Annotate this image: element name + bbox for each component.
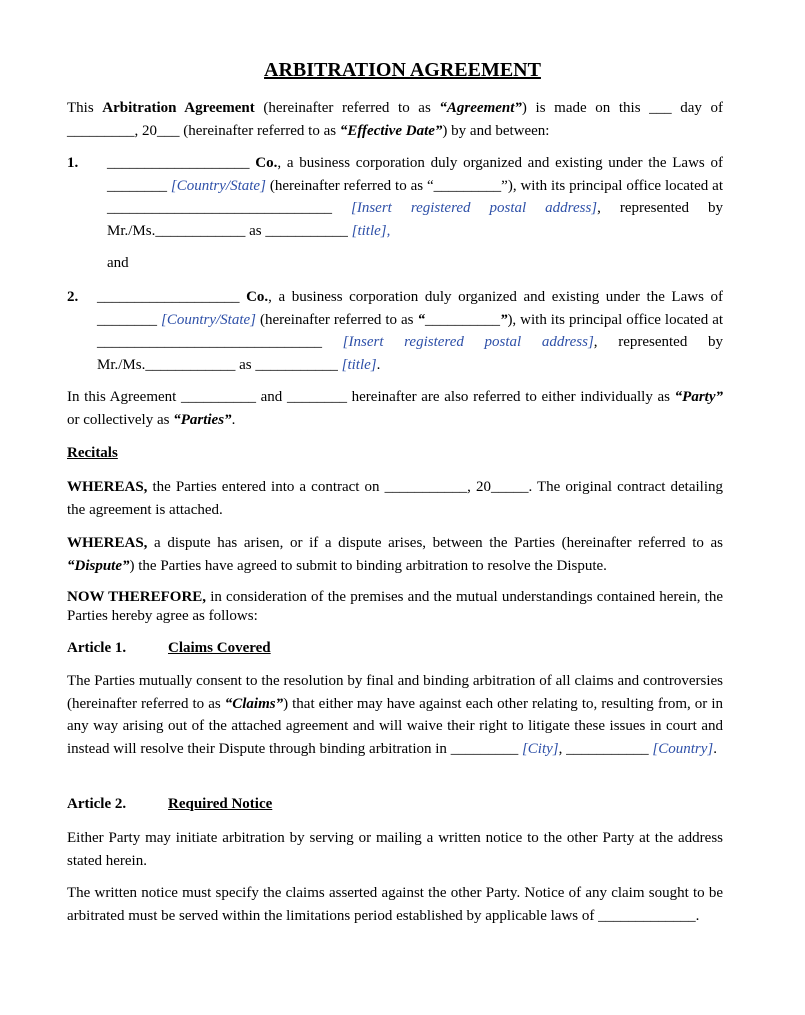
defined-term-agreement: “Agreement” xyxy=(439,100,522,116)
party-2-text: (hereinafter referred to as xyxy=(256,311,418,328)
article-1-title: Claims Covered xyxy=(168,640,271,656)
party-2-text: . xyxy=(376,356,381,373)
defined-term-dispute: “Dispute” xyxy=(67,557,130,574)
parties-text: In this Agreement xyxy=(67,389,181,405)
whereas-1-text: . The original contract detailing the agreement is attached. xyxy=(67,479,723,518)
article-1-text: ) that either may have against each other relating to, resulting from, or in any way arising out of the attached agreement and will waive their right to litigate these issues in court and instead will resolve their Dispute through binding arbitration in xyxy=(67,695,723,757)
party-1-address-blank: ______________________________ xyxy=(107,200,332,216)
party-1-name-blank: ___________________ xyxy=(107,155,250,171)
party-1-text: , a business corporation duly organized and existing under the Laws of xyxy=(277,155,723,171)
parties-definition-paragraph xyxy=(67,386,723,431)
party-1-text: as xyxy=(245,222,266,239)
party-a-blank: __________ xyxy=(180,389,256,405)
article-2-text: The written notice must specify the claims asserted against the other Party. Notice of any claim sought to be arbitrated must be served within the limitations period established by applicable laws of xyxy=(67,885,723,924)
year-blank: ___ xyxy=(157,122,180,139)
recitals-heading: Recitals xyxy=(67,445,118,461)
party-2-country-blank: ________ xyxy=(97,311,157,328)
document-title: ARBITRATION AGREEMENT xyxy=(264,59,541,81)
party-1-clause xyxy=(107,152,723,242)
article-1-text: . xyxy=(713,740,717,757)
whereas-2-paragraph xyxy=(67,532,723,577)
contract-date-blank: ___________ xyxy=(384,479,468,495)
defined-term-parties: “Parties” xyxy=(173,411,232,428)
party-2-clause xyxy=(97,286,723,376)
month-blank: _________ xyxy=(67,122,135,139)
party-2-co: Co. xyxy=(239,289,269,305)
party-2-rep-blank: ____________ xyxy=(145,356,236,373)
party-2-quote-open: “ xyxy=(417,311,425,328)
party-1-text: , represented by Mr./Ms. xyxy=(107,200,723,239)
article-2-paragraph-2 xyxy=(67,882,723,927)
party-2-name-blank: ___________________ xyxy=(97,289,240,305)
parties-text: or collectively as xyxy=(67,411,174,428)
whereas-2-text: ) the Parties have agreed to submit to binding arbitration to resolve the Dispute. xyxy=(129,557,607,574)
city-placeholder: [City] xyxy=(521,740,559,757)
whereas-1-text: , 20 xyxy=(467,479,491,495)
party-1-ref-blank: _________ xyxy=(433,177,502,194)
whereas-1-paragraph xyxy=(67,476,723,521)
laws-of-blank: _____________ xyxy=(598,907,696,924)
article-2-label: Article 2. xyxy=(67,796,127,812)
party-b-blank: ________ xyxy=(286,389,347,405)
intro-text: (hereinafter referred to as xyxy=(179,122,340,139)
party-1-country-blank: ________ xyxy=(107,177,167,194)
country-placeholder: [Country] xyxy=(652,740,714,757)
intro-text: , 20 xyxy=(134,122,157,139)
agreement-name: Arbitration Agreement xyxy=(102,100,255,116)
now-therefore-text: in consideration of the premises and the mutual understandings contained herein, the Parties hereby agree as follows: xyxy=(67,589,723,624)
parties-text: hereinafter are also referred to either individually as xyxy=(346,389,675,405)
whereas-1-label: WHEREAS, xyxy=(67,479,148,495)
article-1-label: Article 1. xyxy=(67,640,127,656)
defined-term-effective-date: “Effective Date” xyxy=(339,122,443,139)
and-connector: and xyxy=(107,255,129,271)
article-2-text: . xyxy=(695,907,700,924)
party-2-ref-blank: __________ xyxy=(424,311,500,328)
party-2-title-placeholder: [title] xyxy=(341,356,377,373)
intro-text: This xyxy=(67,100,103,116)
whereas-2-text: a dispute has arisen, or if a dispute arises, between the Parties (hereinafter referred to as xyxy=(147,535,723,551)
city-blank: _________ xyxy=(450,740,519,757)
party-2-title-blank: ___________ xyxy=(255,356,338,373)
party-1-number: 1. xyxy=(67,155,79,171)
party-2-text: , represented by Mr./Ms. xyxy=(97,334,723,373)
article-1-paragraph xyxy=(67,670,723,760)
party-1-address-placeholder: [Insert registered postal address] xyxy=(351,200,598,216)
party-2-quote-close: ” xyxy=(499,311,508,328)
party-1-co: Co. xyxy=(249,155,278,171)
party-1-title-placeholder: [title], xyxy=(351,222,391,239)
article-1-text: The Parties mutually consent to the resolution by final and binding arbitration of all claims and controversies (hereinafter referred to as xyxy=(67,673,723,712)
party-1-text: ”), with its principal office located at xyxy=(501,177,723,194)
country-blank: ___________ xyxy=(566,740,649,757)
party-2-address-blank: ______________________________ xyxy=(97,334,322,350)
contract-year-blank: _____ xyxy=(490,479,529,495)
article-2-title: Required Notice xyxy=(168,796,273,812)
intro-paragraph xyxy=(67,97,723,142)
intro-text: (hereinafter referred to as xyxy=(254,100,440,116)
parties-text: and xyxy=(255,389,287,405)
article-2-paragraph-1: Either Party may initiate arbitration by serving or mailing a written notice to the other Party at the address stated herein. xyxy=(67,830,723,869)
party-2-text: as xyxy=(235,356,256,373)
defined-term-party: “Party” xyxy=(674,389,723,405)
defined-term-claims: “Claims” xyxy=(224,695,284,712)
intro-text: ) by and between: xyxy=(442,122,550,139)
intro-text: ) is made on this xyxy=(521,100,650,116)
party-1-country-placeholder: [Country/State] xyxy=(170,177,266,194)
parties-text: . xyxy=(231,411,236,428)
day-blank: ___ xyxy=(649,100,672,116)
whereas-1-text: the Parties entered into a contract on xyxy=(147,479,385,495)
party-1-text: (hereinafter referred to as “ xyxy=(265,177,434,194)
party-2-number: 2. xyxy=(67,289,79,305)
now-therefore-label: NOW THEREFORE, xyxy=(67,589,207,605)
now-therefore-paragraph xyxy=(67,588,723,626)
party-2-country-placeholder: [Country/State] xyxy=(160,311,256,328)
party-2-text: , a business corporation duly organized and existing under the Laws of xyxy=(268,289,723,305)
party-2-address-placeholder: [Insert registered postal address] xyxy=(342,334,594,350)
intro-text: day of xyxy=(671,100,724,116)
party-1-rep-blank: ____________ xyxy=(155,222,246,239)
party-1-title-blank: ___________ xyxy=(265,222,348,239)
whereas-2-label: WHEREAS, xyxy=(67,535,148,551)
article-1-text: , xyxy=(558,740,567,757)
party-2-text: ), with its principal office located at xyxy=(507,311,724,328)
